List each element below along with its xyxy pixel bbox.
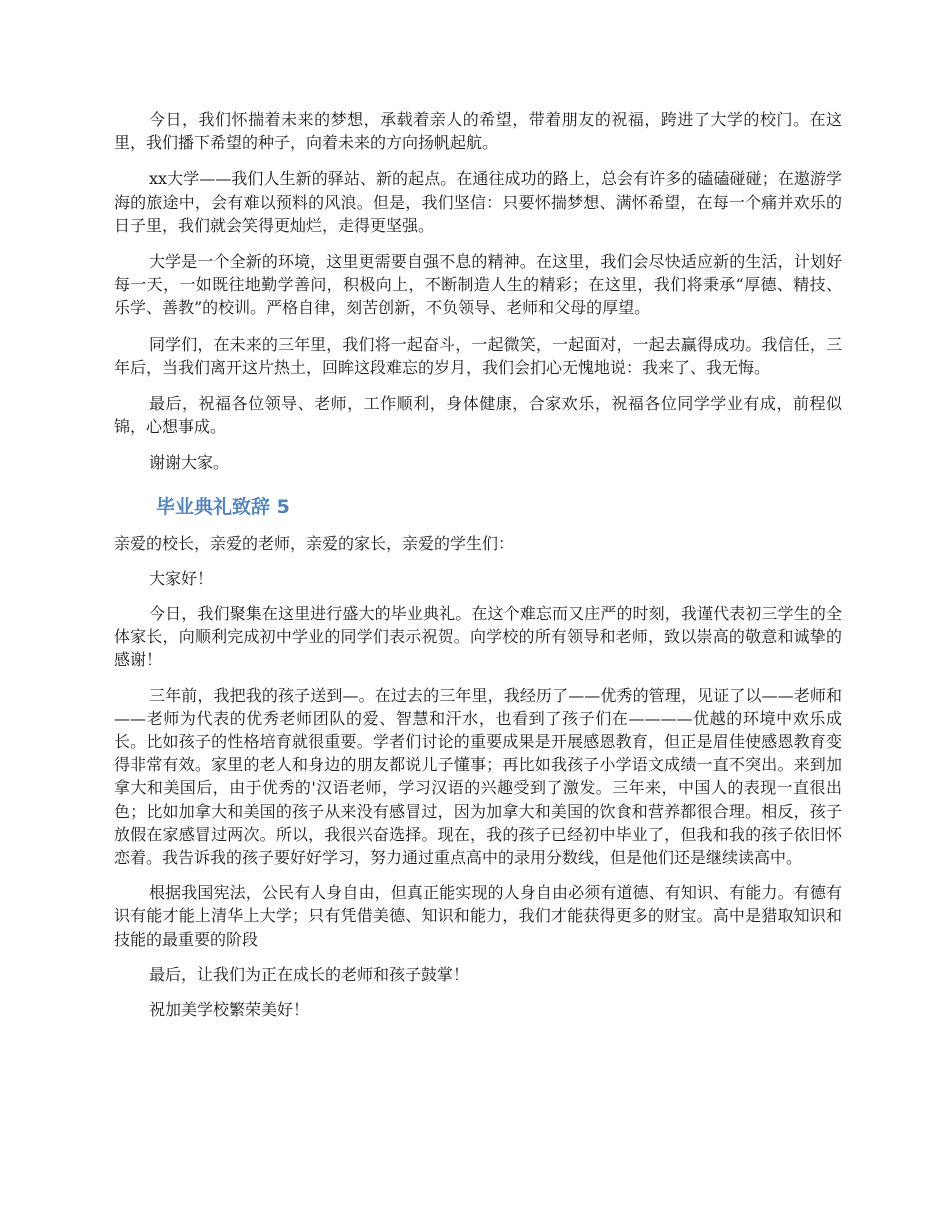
paragraph: 祝加美学校繁荣美好！ xyxy=(149,1000,310,1020)
paragraph: 根据我国宪法，公民有人身自由，但真正能实现的人身自由必须有道德、有知识、有能力。有德有识有能才能上清华上大学；只有凭借美德、知识和能力，我们才能获得更多的财宝。高中是猎取知识和技能的最重要的阶段 xyxy=(114,883,842,949)
paragraph: 同学们，在未来的三年里，我们将一起奋斗，一起微笑，一起面对，一起去赢得成功。我信任，三年后，当我们离开这片热土，回眸这段难忘的岁月，我们会扪心无愧地说：我来了、我无悔。 xyxy=(114,334,842,377)
paragraph: 三年前，我把我的孩子送到—。在过去的三年里，我经历了——优秀的管理，见证了以——老师和——老师为代表的优秀老师团队的爱、智慧和汗水，也看到了孩子们在————优越的环境中欢乐成长。比如孩子的性格培育就很重要。学者们讨论的重要成果是开展感恩教育，但正是眉佳使感恩教育变得非常有效。家里的老人和身边的朋友都说儿子懂事；再比如我孩子小学语文成绩一直不突出。来到加拿大和美国后，由于优秀的'汉语老师，学习汉语的兴趣受到了激发。三年来，中国人的表现一直很出色；比如加拿大和美国的孩子从来没有感冒过，因为加拿大和美国的饮食和营养都很合理。相反，孩子放假在家感冒过两次。所以，我很兴奋选择。现在，我的孩子已经初中毕业了，但我和我的孩子依旧怀恋着。我告诉我的孩子要好好学习，努力通过重点高中的录用分数线，但是他们还是继续读高中。 xyxy=(114,685,842,868)
paragraph: 大家好！ xyxy=(149,568,214,588)
paragraph: 最后，祝福各位领导、老师，工作顺利，身体健康，合家欢乐，祝福各位同学学业有成，前程似锦，心想事成。 xyxy=(114,394,842,437)
paragraph: 大学是一个全新的环境，这里更需要自强不息的精神。在这里，我们会尽快适应新的生活，计划好每一天，一如既往地勤学善问，积极向上，不断制造人生的精彩；在这里，我们将秉承“厚德、精技、乐学、善教”的校训。严格自律，刻苦创新，不负领导、老师和父母的厚望。 xyxy=(114,252,842,318)
paragraph: xx大学——我们人生新的驿站、新的起点。在通往成功的路上，总会有许多的磕磕碰碰；在遨游学海的旅途中，会有难以预料的风浪。但是，我们坚信：只要怀揣梦想、满怀希望，在每一个痛并欢乐的日子里，我们就会笑得更灿烂，走得更坚强。 xyxy=(114,169,842,235)
salutation: 亲爱的校长，亲爱的老师，亲爱的家长，亲爱的学生们： xyxy=(114,533,515,553)
paragraph: 谢谢大家。 xyxy=(149,453,230,473)
paragraph: 今日，我们聚集在这里进行盛大的毕业典礼。在这个难忘而又庄严的时刻，我谨代表初三学生的全体家长，向顺利完成初中学业的同学们表示祝贺。向学校的所有领导和老师，致以崇高的敬意和诚挚的感谢！ xyxy=(114,604,842,670)
section-heading: 毕业典礼致辞 5 xyxy=(156,495,290,518)
paragraph: 最后，让我们为正在成长的老师和孩子鼓掌！ xyxy=(149,964,470,984)
document-page xyxy=(114,108,842,1021)
paragraph: 今日，我们怀揣着未来的梦想，承载着亲人的希望，带着朋友的祝福，跨进了大学的校门。在这里，我们播下希望的种子，向着未来的方向扬帆起航。 xyxy=(114,110,842,153)
